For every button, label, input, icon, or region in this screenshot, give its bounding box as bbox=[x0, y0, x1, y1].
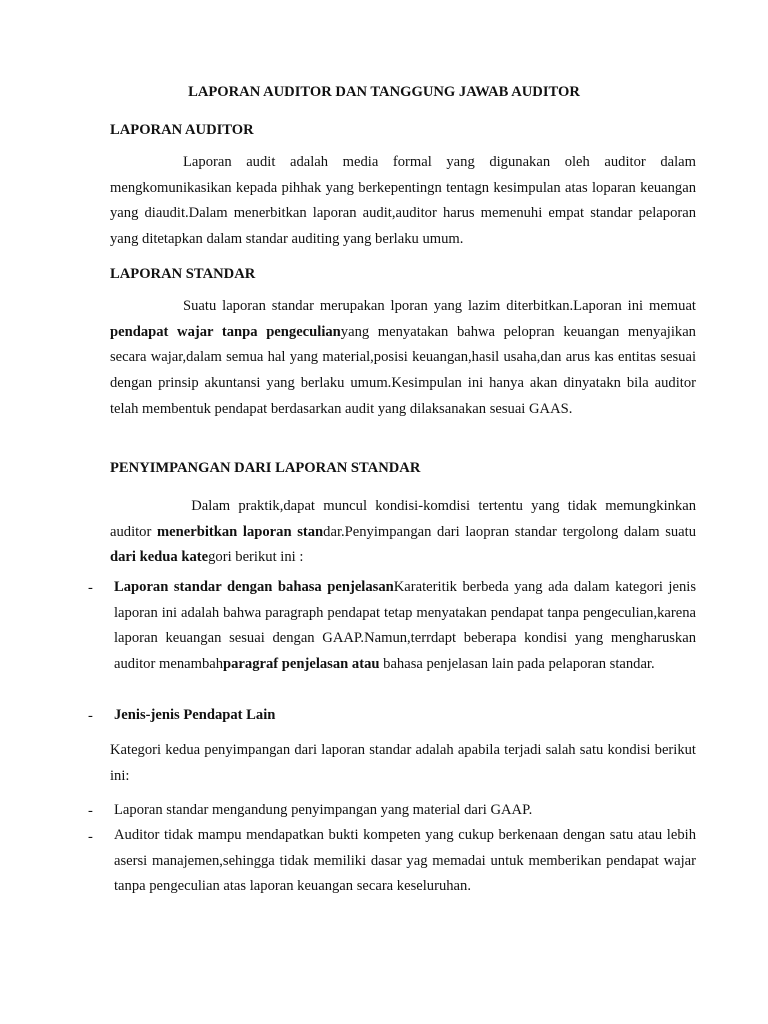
paragraph-text: Laporan audit adalah media formal yang digunakan oleh auditor dalam mengkomunikasikan kepada pihhak yang berkepentingn tentagn kesimpulan atas loparan keuangan yang diaudit.Dalam menerbitkan laporan audit,auditor harus memenuhi empat standar pelaporan yang ditetapkan dalam standar auditing yang berlaku umum. bbox=[110, 154, 696, 248]
paragraph-text: Suatu laporan standar merupakan lporan yang lazim diterbitkan.Laporan ini memuat bbox=[183, 298, 696, 314]
paragraph-kategori-kedua: Kategori kedua penyimpangan dari laporan standar adalah apabila terjadi salah satu kondisi berikut ini: bbox=[110, 742, 696, 784]
paragraph-laporan-auditor bbox=[110, 150, 696, 253]
paragraph-text: dar.Penyimpangan dari laopran standar tergolong dalam suatu bbox=[323, 523, 696, 540]
bullet-item-jenis-pendapat bbox=[114, 703, 696, 729]
bullet-dash: - bbox=[88, 708, 93, 724]
bold-phrase: Jenis-jenis Pendapat Lain bbox=[114, 707, 276, 723]
bullet-item-bukti-kompeten: Auditor tidak mampu mendapatkan bukti kompeten yang cukup berkenaan dengan satu atau lebih asersi manajemen,sehingga tidak memiliki dasar yag memadai untuk memberikan pendapat wajar tanpa pengeculian atas laporan keuangan secara keseluruhan. bbox=[114, 827, 696, 895]
bullet-item-bahasa-penjelasan bbox=[114, 575, 696, 677]
bold-phrase: Laporan standar dengan bahasa penjelasan bbox=[114, 579, 394, 595]
bold-phrase: dari kedua kate bbox=[110, 549, 209, 566]
bold-phrase: pendapat wajar tanpa pengeculian bbox=[110, 323, 341, 340]
paragraph-text: yang menyatakan bahwa pelopran keuangan menyajikan secara wajar,dalam semua hal yang material,posisi keuangan,hasil usaha,dan arus kas entitas sesuai dengan prinsip akuntansi yang berlaku umum.Kesimpulan ini hanya akan dinyatakn bila auditor telah membentuk pendapat berdasarkan audit yang dilaksanakan sesuai GAAS. bbox=[110, 323, 696, 417]
paragraph-text: gori berikut ini : bbox=[208, 549, 304, 566]
bullet-item-penyimpangan-gaap: Laporan standar mengandung penyimpangan yang material dari GAAP. bbox=[114, 802, 533, 818]
paragraph-laporan-standar bbox=[110, 294, 696, 423]
heading-penyimpangan: PENYIMPANGAN DARI LAPORAN STANDAR bbox=[110, 460, 421, 476]
paragraph-penyimpangan bbox=[110, 494, 696, 571]
bullet-dash: - bbox=[88, 803, 93, 819]
heading-laporan-standar: LAPORAN STANDAR bbox=[110, 266, 256, 282]
bold-phrase: paragraf penjelasan atau bbox=[223, 655, 380, 672]
document-title: LAPORAN AUDITOR DAN TANGGUNG JAWAB AUDITOR bbox=[188, 84, 580, 100]
bullet-text: bahasa penjelasan lain pada pelaporan standar. bbox=[379, 655, 655, 672]
heading-laporan-auditor: LAPORAN AUDITOR bbox=[110, 122, 254, 138]
bold-phrase: menerbitkan laporan stan bbox=[157, 523, 324, 540]
paragraph-text: Dalam praktik,dapat muncul kondisi-komdisi tertentu yang tidak memungkinkan auditor bbox=[110, 498, 696, 540]
bullet-text: Karateritik berbeda yang ada dalam kategori jenis laporan ini adalah bahwa paragraph pendapat tetap menyatakan pendapat tanpa pengeculian,karena laporan keuangan sesuai dengan GAAP.Namun,terrdapt beberapa kondisi yang mengharuskan auditor menambah bbox=[114, 579, 696, 672]
bullet-dash: - bbox=[88, 829, 93, 845]
bullet-dash: - bbox=[88, 580, 93, 596]
